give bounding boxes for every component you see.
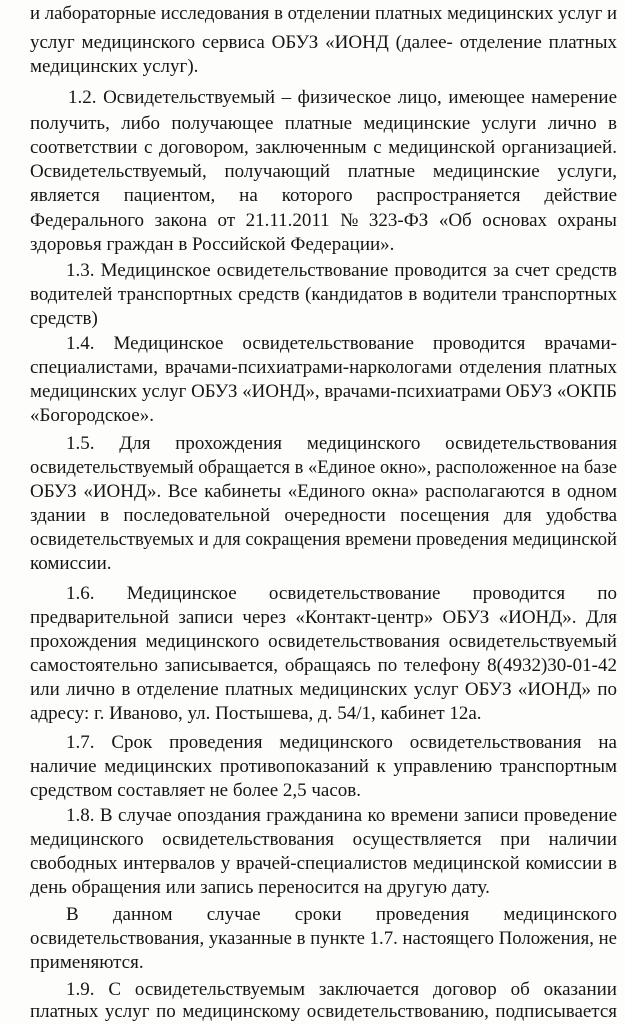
text-line: 1.3. Медицинское освидетельствование проводится за счет средств [66, 260, 617, 281]
text-line: средств) [30, 308, 98, 329]
text-line: 1.9. С освидетельствуемым заключается договор об оказании [66, 979, 617, 1000]
text-line: является пациентом, на которого распространяется действие [30, 185, 617, 206]
text-line: свободных интервалов у врачей-специалистов медицинской комиссии в [30, 853, 617, 874]
text-line: Федерального закона от 21.11.2011 № 323-ФЗ «Об основах охраны [30, 210, 617, 231]
text-line: водителей транспортных средств (кандидатов в водители транспортных [30, 284, 617, 305]
text-line: «Богородское». [30, 405, 154, 426]
text-line: здании в последовательной очередности посещения для удобства [30, 505, 618, 526]
text-line: здоровья граждан в Российской Федерации». [30, 234, 395, 255]
text-line: применяются. [30, 952, 144, 973]
text-line: соответствии с договором, заключенным с медицинской организацией. [30, 137, 617, 158]
text-line: медицинского освидетельствования осуществляется при наличии [30, 829, 617, 850]
text-line: специалистами, врачами-психиатрами-наркологами отделения платных [30, 357, 617, 378]
text-line: средством составляет не более 2,5 часов. [30, 780, 362, 801]
text-line: 1.4. Медицинское освидетельствование проводится врачами- [66, 333, 618, 354]
text-line: день обращения или запись переносится на другую дату. [30, 877, 490, 898]
text-line: Освидетельствуемый, получающий платные медицинские услуги, [30, 161, 618, 182]
text-line: медицинских услуг ОБУЗ «ИОНД», врачами-психиатрами ОБУЗ «ОКПБ [30, 381, 618, 402]
text-line: 1.6. Медицинское освидетельствование проводится по [66, 583, 617, 604]
text-line: освидетельствования, указанные в пункте 1.7. настоящего Положения, не [30, 928, 618, 949]
text-line: 1.7. Срок проведения медицинского освидетельствования на [66, 732, 617, 753]
text-line: освидетельствуемый обращается в «Единое окно», расположенное на базе [30, 457, 618, 478]
text-line: или лично в отделение платных медицинских услуг ОБУЗ «ИОНД» по [30, 679, 618, 700]
text-line: комиссии. [30, 553, 112, 574]
text-line: освидетельствуемых и для сокращения времени проведения медицинской [30, 529, 618, 550]
text-line: наличие медицинских противопоказаний к управлению транспортным [30, 756, 618, 777]
text-line: 1.2. Освидетельствуемый – физическое лицо, имеющее намерение [68, 87, 618, 108]
text-line: медицинских услуг). [30, 56, 199, 77]
text-line: 1.8. В случае опоздания гражданина ко времени записи проведение [66, 805, 618, 826]
text-line: ОБУЗ «ИОНД». Все кабинеты «Единого окна» располагаются в одном [30, 481, 618, 502]
text-line: самостоятельно записывается, обращаясь по телефону 8(4932)30-01-42 [30, 655, 617, 676]
text-line: 1.5. Для прохождения медицинского освидетельствования [66, 433, 618, 454]
text-line: В данном случае сроки проведения медицинского [66, 904, 617, 925]
text-line: предварительной записи через «Контакт-центр» ОБУЗ «ИОНД». Для [30, 607, 618, 628]
text-line: получить, либо получающее платные медицинские услуги лично в [30, 113, 617, 134]
text-line: услуг медицинского сервиса ОБУЗ «ИОНД (далее- отделение платных [30, 32, 617, 53]
text-line: платных услуг по медицинскому освидетельствованию, подписывается [30, 1001, 618, 1022]
text-line: и лабораторные исследования в отделении платных медицинских услуг и [30, 3, 617, 24]
text-line: адресу: г. Иваново, ул. Постышева, д. 54/1, кабинет 12а. [30, 703, 482, 724]
text-line: прохождения медицинского освидетельствования освидетельствуемый [30, 631, 617, 652]
